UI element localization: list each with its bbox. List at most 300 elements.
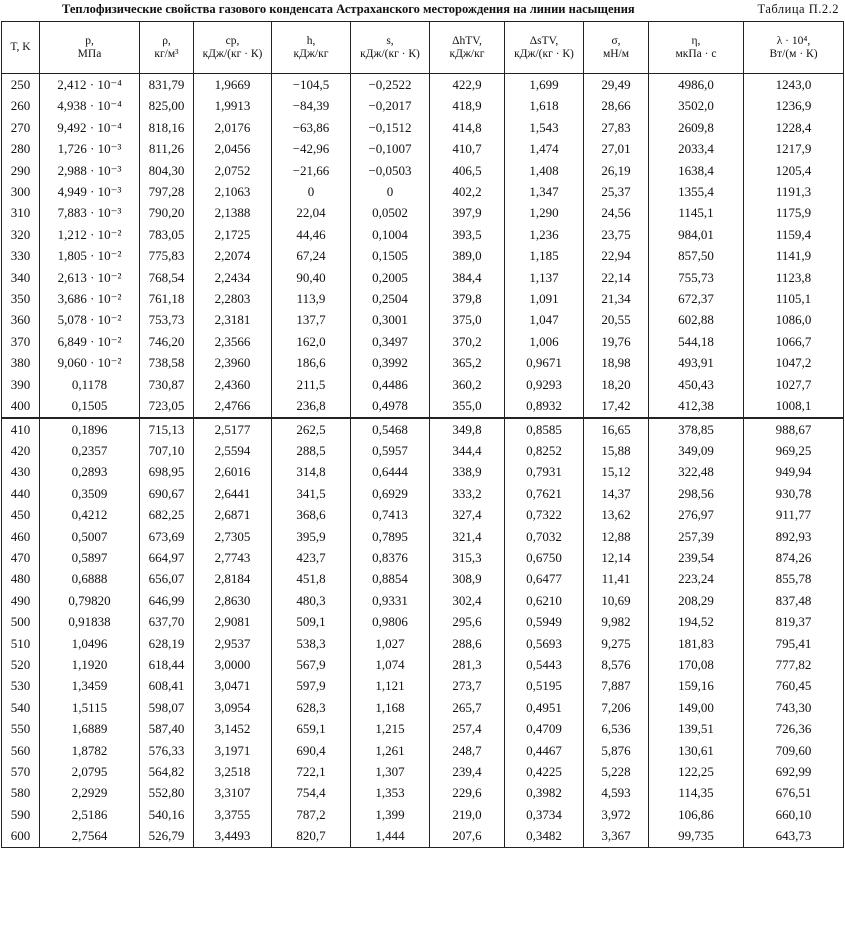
table-cell: 0,5195 (505, 675, 584, 696)
table-cell: 139,51 (649, 718, 744, 739)
table-cell: 420 (2, 440, 40, 461)
table-cell: 2,0456 (194, 138, 272, 159)
table-cell: 628,3 (272, 697, 351, 718)
table-cell: 3,1452 (194, 718, 272, 739)
table-cell: 414,8 (430, 117, 505, 138)
table-cell: 276,97 (649, 504, 744, 525)
table-cell: 1,474 (505, 138, 584, 159)
table-cell: 26,19 (584, 160, 649, 181)
table-cell: 1047,2 (744, 352, 844, 373)
table-cell: 831,79 (140, 74, 194, 96)
table-cell: 0,1505 (351, 245, 430, 266)
table-cell: 302,4 (430, 590, 505, 611)
table-cell: 3,2518 (194, 761, 272, 782)
table-cell: 1228,4 (744, 117, 844, 138)
table-cell: 0 (351, 181, 430, 202)
table-cell: 480,3 (272, 590, 351, 611)
table-cell: 344,4 (430, 440, 505, 461)
table-cell: 2,988 · 10⁻³ (40, 160, 140, 181)
table-cell: 743,30 (744, 697, 844, 718)
table-cell: 590 (2, 804, 40, 825)
table-cell: 1,168 (351, 697, 430, 718)
table-cell: 2,6016 (194, 461, 272, 482)
table-cell: 137,7 (272, 309, 351, 330)
table-cell: 290 (2, 160, 40, 181)
table-cell: 330 (2, 245, 40, 266)
table-cell: 288,6 (430, 633, 505, 654)
table-cell: 0,5897 (40, 547, 140, 568)
table-cell: 122,25 (649, 761, 744, 782)
table-cell: 1,121 (351, 675, 430, 696)
table-cell: 7,887 (584, 675, 649, 696)
column-unit: кг/м³ (154, 47, 179, 60)
table-cell: 2,2074 (194, 245, 272, 266)
table-cell: 1,091 (505, 288, 584, 309)
table-cell: −104,5 (272, 74, 351, 96)
table-cell: 5,228 (584, 761, 649, 782)
column-symbol: η, (691, 34, 701, 47)
table-cell: 208,29 (649, 590, 744, 611)
table-cell: 23,75 (584, 224, 649, 245)
table-cell: 2,0176 (194, 117, 272, 138)
table-cell: 1145,1 (649, 202, 744, 223)
table-cell: 349,09 (649, 440, 744, 461)
table-cell: 602,88 (649, 309, 744, 330)
table-cell: 315,3 (430, 547, 505, 568)
table-cell: 338,9 (430, 461, 505, 482)
table-cell: 18,20 (584, 374, 649, 395)
table-cell: 223,24 (649, 568, 744, 589)
table-cell: 418,9 (430, 95, 505, 116)
table-cell: 676,51 (744, 782, 844, 803)
table-cell: 2,3566 (194, 331, 272, 352)
table-cell: 320 (2, 224, 40, 245)
table-cell: 219,0 (430, 804, 505, 825)
table-cell: 618,44 (140, 654, 194, 675)
table-cell: 0,4709 (505, 718, 584, 739)
table-cell: 410,7 (430, 138, 505, 159)
table-row (2, 718, 844, 739)
column-symbol: σ, (611, 34, 621, 47)
column-symbol: ΔhTV, (452, 34, 482, 47)
table-cell: 2,412 · 10⁻⁴ (40, 74, 140, 96)
table-cell: 2,1388 (194, 202, 272, 223)
table-cell: 1,543 (505, 117, 584, 138)
table-cell: 1243,0 (744, 74, 844, 96)
table-cell: 239,54 (649, 547, 744, 568)
table-cell: 6,849 · 10⁻² (40, 331, 140, 352)
table-cell: 7,883 · 10⁻³ (40, 202, 140, 223)
table-cell: 19,76 (584, 331, 649, 352)
table-cell: 1,347 (505, 181, 584, 202)
table-cell: 327,4 (430, 504, 505, 525)
table-cell: 1,726 · 10⁻³ (40, 138, 140, 159)
table-cell: 14,37 (584, 483, 649, 504)
table-cell: 0,9331 (351, 590, 430, 611)
table-cell: 1,699 (505, 74, 584, 96)
table-cell: 0,7895 (351, 526, 430, 547)
table-cell: 874,26 (744, 547, 844, 568)
table-cell: 106,86 (649, 804, 744, 825)
table-cell: 349,8 (430, 418, 505, 440)
table-cell: 698,95 (140, 461, 194, 482)
table-cell: 0,2005 (351, 267, 430, 288)
table-cell: 754,4 (272, 782, 351, 803)
table-cell: 755,73 (649, 267, 744, 288)
table-cell: −21,66 (272, 160, 351, 181)
table-cell: 0,7322 (505, 504, 584, 525)
table-cell: 690,4 (272, 740, 351, 761)
table-cell: 520 (2, 654, 40, 675)
table-cell: 988,67 (744, 418, 844, 440)
table-cell: 540 (2, 697, 40, 718)
table-cell: 310 (2, 202, 40, 223)
column-header (351, 22, 430, 74)
table-row (2, 95, 844, 116)
table-cell: 395,9 (272, 526, 351, 547)
column-unit: мН/м (602, 47, 630, 60)
table-cell: 250 (2, 74, 40, 96)
table-cell: 321,4 (430, 526, 505, 547)
table-cell: 9,982 (584, 611, 649, 632)
table-row (2, 288, 844, 309)
table-cell: 360,2 (430, 374, 505, 395)
table-row (2, 160, 844, 181)
column-header (2, 22, 40, 74)
table-cell: 673,69 (140, 526, 194, 547)
column-header (140, 22, 194, 74)
table-cell: 308,9 (430, 568, 505, 589)
table-cell: 820,7 (272, 825, 351, 847)
table-row (2, 440, 844, 461)
table-cell: 25,37 (584, 181, 649, 202)
table-cell: 20,55 (584, 309, 649, 330)
properties-table (1, 21, 844, 848)
table-row (2, 504, 844, 525)
table-cell: 659,1 (272, 718, 351, 739)
table-cell: 646,99 (140, 590, 194, 611)
table-cell: 113,9 (272, 288, 351, 309)
table-cell: 0,5007 (40, 526, 140, 547)
table-cell: 412,38 (649, 395, 744, 417)
table-cell: 298,56 (649, 483, 744, 504)
table-cell: 0,79820 (40, 590, 140, 611)
table-cell: 0,8376 (351, 547, 430, 568)
table-cell: 350 (2, 288, 40, 309)
table-cell: 430 (2, 461, 40, 482)
table-row (2, 568, 844, 589)
table-cell: 2,3960 (194, 352, 272, 373)
table-cell: 598,07 (140, 697, 194, 718)
table-cell: 526,79 (140, 825, 194, 847)
column-unit: мкПа · с (675, 47, 717, 60)
table-cell: 257,4 (430, 718, 505, 739)
table-cell: 726,36 (744, 718, 844, 739)
table-row (2, 245, 844, 266)
table-cell: 322,48 (649, 461, 744, 482)
table-cell: 656,07 (140, 568, 194, 589)
table-cell: 0,3482 (505, 825, 584, 847)
table-cell: 0,1004 (351, 224, 430, 245)
table-cell: 797,28 (140, 181, 194, 202)
table-cell: 1,0496 (40, 633, 140, 654)
table-cell: 709,60 (744, 740, 844, 761)
table-cell: 288,5 (272, 440, 351, 461)
table-cell: 1,261 (351, 740, 430, 761)
table-cell: 440 (2, 483, 40, 504)
table-cell: 4,949 · 10⁻³ (40, 181, 140, 202)
table-row (2, 654, 844, 675)
table-cell: 3,3755 (194, 804, 272, 825)
table-cell: 1,444 (351, 825, 430, 847)
table-row (2, 374, 844, 395)
table-cell: 229,6 (430, 782, 505, 803)
table-row (2, 117, 844, 138)
table-cell: 9,492 · 10⁻⁴ (40, 117, 140, 138)
table-cell: 1086,0 (744, 309, 844, 330)
table-cell: 5,078 · 10⁻² (40, 309, 140, 330)
table-cell: 0,4486 (351, 374, 430, 395)
table-cell: 22,94 (584, 245, 649, 266)
table-cell: 2,7564 (40, 825, 140, 847)
table-cell: 1,408 (505, 160, 584, 181)
table-cell: 6,536 (584, 718, 649, 739)
table-cell: 1,9669 (194, 74, 272, 96)
table-cell: 0,9293 (505, 374, 584, 395)
table-cell: 1,5115 (40, 697, 140, 718)
table-cell: 248,7 (430, 740, 505, 761)
table-cell: 1066,7 (744, 331, 844, 352)
table-cell: 1,215 (351, 718, 430, 739)
table-cell: 1,1920 (40, 654, 140, 675)
table-cell: 280 (2, 138, 40, 159)
table-cell: 12,14 (584, 547, 649, 568)
table-cell: 1217,9 (744, 138, 844, 159)
table-cell: 1105,1 (744, 288, 844, 309)
table-cell: 1,290 (505, 202, 584, 223)
table-cell: 262,5 (272, 418, 351, 440)
table-cell: 3,0471 (194, 675, 272, 696)
table-cell: 2,5186 (40, 804, 140, 825)
table-row (2, 590, 844, 611)
table-row (2, 331, 844, 352)
table-row (2, 547, 844, 568)
table-header (2, 22, 844, 74)
table-cell: 0,3992 (351, 352, 430, 373)
table-number: Таблица П.2.2 (757, 2, 839, 16)
table-cell: 509,1 (272, 611, 351, 632)
table-cell: 3,3107 (194, 782, 272, 803)
table-cell: 265,7 (430, 697, 505, 718)
table-cell: 181,83 (649, 633, 744, 654)
table-cell: 0,8252 (505, 440, 584, 461)
table-cell: 18,98 (584, 352, 649, 373)
table-cell: 390 (2, 374, 40, 395)
table-cell: 16,65 (584, 418, 649, 440)
column-header (649, 22, 744, 74)
table-cell: 1027,7 (744, 374, 844, 395)
table-cell: 8,576 (584, 654, 649, 675)
table-cell: 451,8 (272, 568, 351, 589)
table-cell: 0,3734 (505, 804, 584, 825)
table-cell: 690,67 (140, 483, 194, 504)
table-cell: 370 (2, 331, 40, 352)
table-cell: 0,7621 (505, 483, 584, 504)
table-cell: 3,0000 (194, 654, 272, 675)
table-cell: 790,20 (140, 202, 194, 223)
table-cell: 0,2893 (40, 461, 140, 482)
table-cell: 628,19 (140, 633, 194, 654)
table-row (2, 74, 844, 96)
table-cell: 186,6 (272, 352, 351, 373)
table-cell: 715,13 (140, 418, 194, 440)
table-cell: 0,3982 (505, 782, 584, 803)
table-row (2, 611, 844, 632)
table-cell: 540,16 (140, 804, 194, 825)
table-cell: 1,8782 (40, 740, 140, 761)
table-cell: 660,10 (744, 804, 844, 825)
table-cell: 0,2357 (40, 440, 140, 461)
table-cell: 0,7931 (505, 461, 584, 482)
table-cell: 722,1 (272, 761, 351, 782)
table-cell: 2,5177 (194, 418, 272, 440)
table-cell: 10,69 (584, 590, 649, 611)
table-cell: 2,8184 (194, 568, 272, 589)
table-cell: 270 (2, 117, 40, 138)
table-cell: 170,08 (649, 654, 744, 675)
table-row (2, 740, 844, 761)
table-cell: 0,5957 (351, 440, 430, 461)
table-cell: 1205,4 (744, 160, 844, 181)
table-row (2, 395, 844, 417)
table-cell: 493,91 (649, 352, 744, 373)
table-cell: 1,185 (505, 245, 584, 266)
table-cell: 28,66 (584, 95, 649, 116)
table-cell: 552,80 (140, 782, 194, 803)
table-cell: 15,88 (584, 440, 649, 461)
column-header (505, 22, 584, 74)
table-cell: 340 (2, 267, 40, 288)
table-cell: 0,9671 (505, 352, 584, 373)
table-cell: 1008,1 (744, 395, 844, 417)
table-cell: 0,3509 (40, 483, 140, 504)
table-cell: 90,40 (272, 267, 351, 288)
table-cell: 378,85 (649, 418, 744, 440)
table-cell: 7,206 (584, 697, 649, 718)
table-row (2, 761, 844, 782)
table-cell: 783,05 (140, 224, 194, 245)
table-cell: 27,83 (584, 117, 649, 138)
table-cell: 397,9 (430, 202, 505, 223)
table-row (2, 461, 844, 482)
table-cell: 11,41 (584, 568, 649, 589)
table-cell: −0,1007 (351, 138, 430, 159)
table-cell: 2,2434 (194, 267, 272, 288)
table-cell: 3,4493 (194, 825, 272, 847)
table-cell: 2,7305 (194, 526, 272, 547)
table-cell: 17,42 (584, 395, 649, 417)
table-cell: 643,73 (744, 825, 844, 847)
table-cell: 0,6477 (505, 568, 584, 589)
table-cell: 400 (2, 395, 40, 417)
table-cell: −84,39 (272, 95, 351, 116)
table-cell: 0 (272, 181, 351, 202)
table-cell: 257,39 (649, 526, 744, 547)
table-cell: 333,2 (430, 483, 505, 504)
header-row (2, 22, 844, 74)
table-cell: 2,3181 (194, 309, 272, 330)
table-cell: 775,83 (140, 245, 194, 266)
table-cell: 787,2 (272, 804, 351, 825)
table-cell: −0,1512 (351, 117, 430, 138)
table-cell: 368,6 (272, 504, 351, 525)
column-header (272, 22, 351, 74)
table-cell: 580 (2, 782, 40, 803)
table-cell: 804,30 (140, 160, 194, 181)
table-cell: 1,212 · 10⁻² (40, 224, 140, 245)
table-cell: 5,876 (584, 740, 649, 761)
table-cell: 949,94 (744, 461, 844, 482)
table-cell: 723,05 (140, 395, 194, 417)
table-cell: 470 (2, 547, 40, 568)
table-cell: 0,4978 (351, 395, 430, 417)
table-cell: 3,972 (584, 804, 649, 825)
table-cell: 4,938 · 10⁻⁴ (40, 95, 140, 116)
table-cell: 672,37 (649, 288, 744, 309)
table-cell: 560 (2, 740, 40, 761)
table-cell: 2,2929 (40, 782, 140, 803)
table-row (2, 224, 844, 245)
table-cell: 22,14 (584, 267, 649, 288)
table-row (2, 697, 844, 718)
column-symbol: h, (306, 34, 316, 47)
table-cell: 753,73 (140, 309, 194, 330)
table-cell: 0,7413 (351, 504, 430, 525)
table-cell: 423,7 (272, 547, 351, 568)
table-cell: 3,0954 (194, 697, 272, 718)
table-cell: 969,25 (744, 440, 844, 461)
table-cell: 370,2 (430, 331, 505, 352)
table-cell: 314,8 (272, 461, 351, 482)
table-row (2, 825, 844, 847)
title-row (0, 0, 845, 18)
table-cell: 682,25 (140, 504, 194, 525)
table-cell: 500 (2, 611, 40, 632)
table-cell: 211,5 (272, 374, 351, 395)
table-cell: 24,56 (584, 202, 649, 223)
table-cell: 818,16 (140, 117, 194, 138)
table-cell: 930,78 (744, 483, 844, 504)
table-cell: 389,0 (430, 245, 505, 266)
table-row (2, 526, 844, 547)
table-cell: 0,5693 (505, 633, 584, 654)
table-cell: 1,236 (505, 224, 584, 245)
table-cell: 2,613 · 10⁻² (40, 267, 140, 288)
table-cell: 2609,8 (649, 117, 744, 138)
table-row (2, 483, 844, 504)
table-cell: −42,96 (272, 138, 351, 159)
table-cell: 984,01 (649, 224, 744, 245)
table-cell: 2,8630 (194, 590, 272, 611)
table-cell: 29,49 (584, 74, 649, 96)
table-cell: 402,2 (430, 181, 505, 202)
table-cell: 422,9 (430, 74, 505, 96)
table-cell: 777,82 (744, 654, 844, 675)
table-cell: 538,3 (272, 633, 351, 654)
table-cell: 1,618 (505, 95, 584, 116)
column-unit: Вт/(м · К) (769, 47, 818, 60)
table-cell: 1,074 (351, 654, 430, 675)
